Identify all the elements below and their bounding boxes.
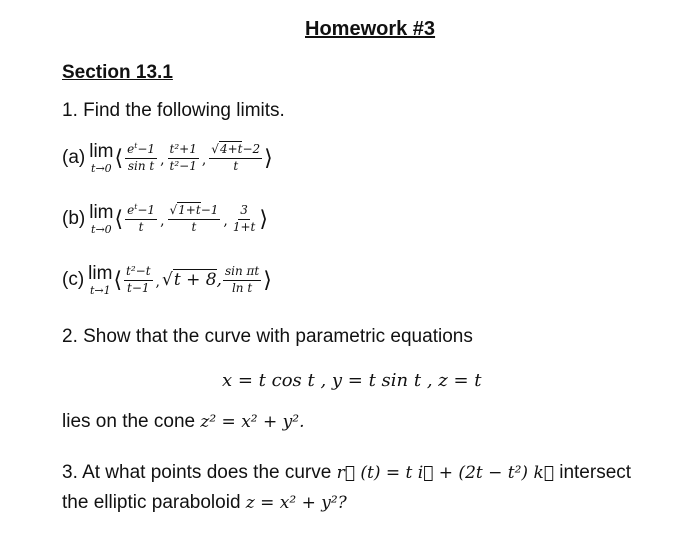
limit-c-subscript: t→1 — [89, 284, 111, 297]
numerator: √4+t−2 — [209, 143, 262, 159]
limit-b-fraction-3 — [231, 204, 258, 235]
limit-b — [62, 203, 269, 235]
cone-equation: z² = x² + y². — [200, 412, 305, 432]
denominator: ln t — [231, 280, 253, 295]
right-angle-bracket: ⟩ — [263, 267, 272, 293]
problem-3-line-1 — [62, 462, 631, 484]
numerator: √1+t−1 — [168, 204, 221, 220]
limit-b-operator: lim t→0 — [89, 202, 114, 236]
limit-a-fraction-1 — [125, 142, 157, 174]
section-heading: Section 13.1 — [62, 62, 173, 83]
limit-c-label: (c) — [62, 269, 85, 290]
numerator: 3 — [238, 204, 250, 220]
limit-c — [62, 264, 273, 296]
denominator: sin t — [127, 159, 155, 173]
numerator: t²−t — [124, 265, 153, 281]
left-angle-bracket: ⟨ — [113, 267, 123, 293]
denominator: t²−1 — [169, 158, 197, 173]
problem-2-conclusion — [62, 411, 304, 433]
limit-a-fraction-2 — [168, 143, 199, 174]
comma: , — [201, 152, 207, 168]
numerator: sin πt — [223, 265, 261, 281]
problem-3-suffix: intersect — [559, 462, 632, 483]
denominator: 1+t — [232, 219, 256, 234]
right-angle-bracket: ⟩ — [259, 206, 268, 232]
left-angle-bracket: ⟨ — [114, 145, 124, 171]
curve-equation: r⃗ (t) = t i⃗ + (2t − t²) k⃗ — [336, 463, 554, 483]
limit-b-label: (b) — [62, 208, 86, 229]
limit-a-fraction-3 — [209, 143, 262, 174]
parametric-equations: x = t cos t , y = t sin t , z = t — [222, 370, 482, 391]
paraboloid-equation: z = x² + y²? — [245, 493, 347, 513]
problem-2-prompt: 2. Show that the curve with parametric equations — [62, 326, 473, 347]
left-angle-bracket: ⟨ — [114, 206, 124, 232]
limit-b-subscript: t→0 — [91, 223, 112, 236]
limit-b-fraction-1 — [125, 203, 157, 235]
limit-a-label: (a) — [62, 147, 86, 168]
comma: , — [155, 274, 160, 290]
denominator: t — [233, 158, 239, 173]
comma: , — [160, 213, 165, 229]
comma: , — [160, 152, 165, 168]
problem-3-line-2 — [62, 492, 347, 514]
problem-3-prefix: 3. At what points does the curve — [62, 462, 332, 483]
limit-a — [62, 142, 274, 174]
limit-c-operator: lim t→1 — [88, 263, 113, 297]
denominator: t — [138, 220, 144, 234]
problem-2-conclusion-text: lies on the cone — [62, 411, 196, 432]
right-angle-bracket: ⟩ — [264, 145, 273, 171]
limit-a-operator: lim t→0 — [89, 141, 114, 175]
numerator: $e^t-1$ — [125, 203, 157, 220]
limit-a-subscript: t→0 — [91, 162, 112, 175]
limit-b-fraction-2 — [168, 204, 221, 235]
numerator: $e^t-1$ — [125, 142, 157, 159]
page-title: Homework #3 — [305, 18, 436, 40]
comma: , — [223, 213, 228, 229]
denominator: t — [191, 219, 197, 234]
limit-c-fraction-3 — [223, 265, 261, 296]
limit-c-sqrt-term: √t + 8, — [162, 270, 222, 290]
numerator: t²+1 — [168, 143, 199, 159]
problem-1-prompt: 1. Find the following limits. — [62, 100, 285, 121]
limit-c-fraction-1 — [124, 265, 153, 296]
denominator: t−1 — [127, 280, 150, 295]
problem-3-line-2-prefix: the elliptic paraboloid — [62, 492, 241, 513]
